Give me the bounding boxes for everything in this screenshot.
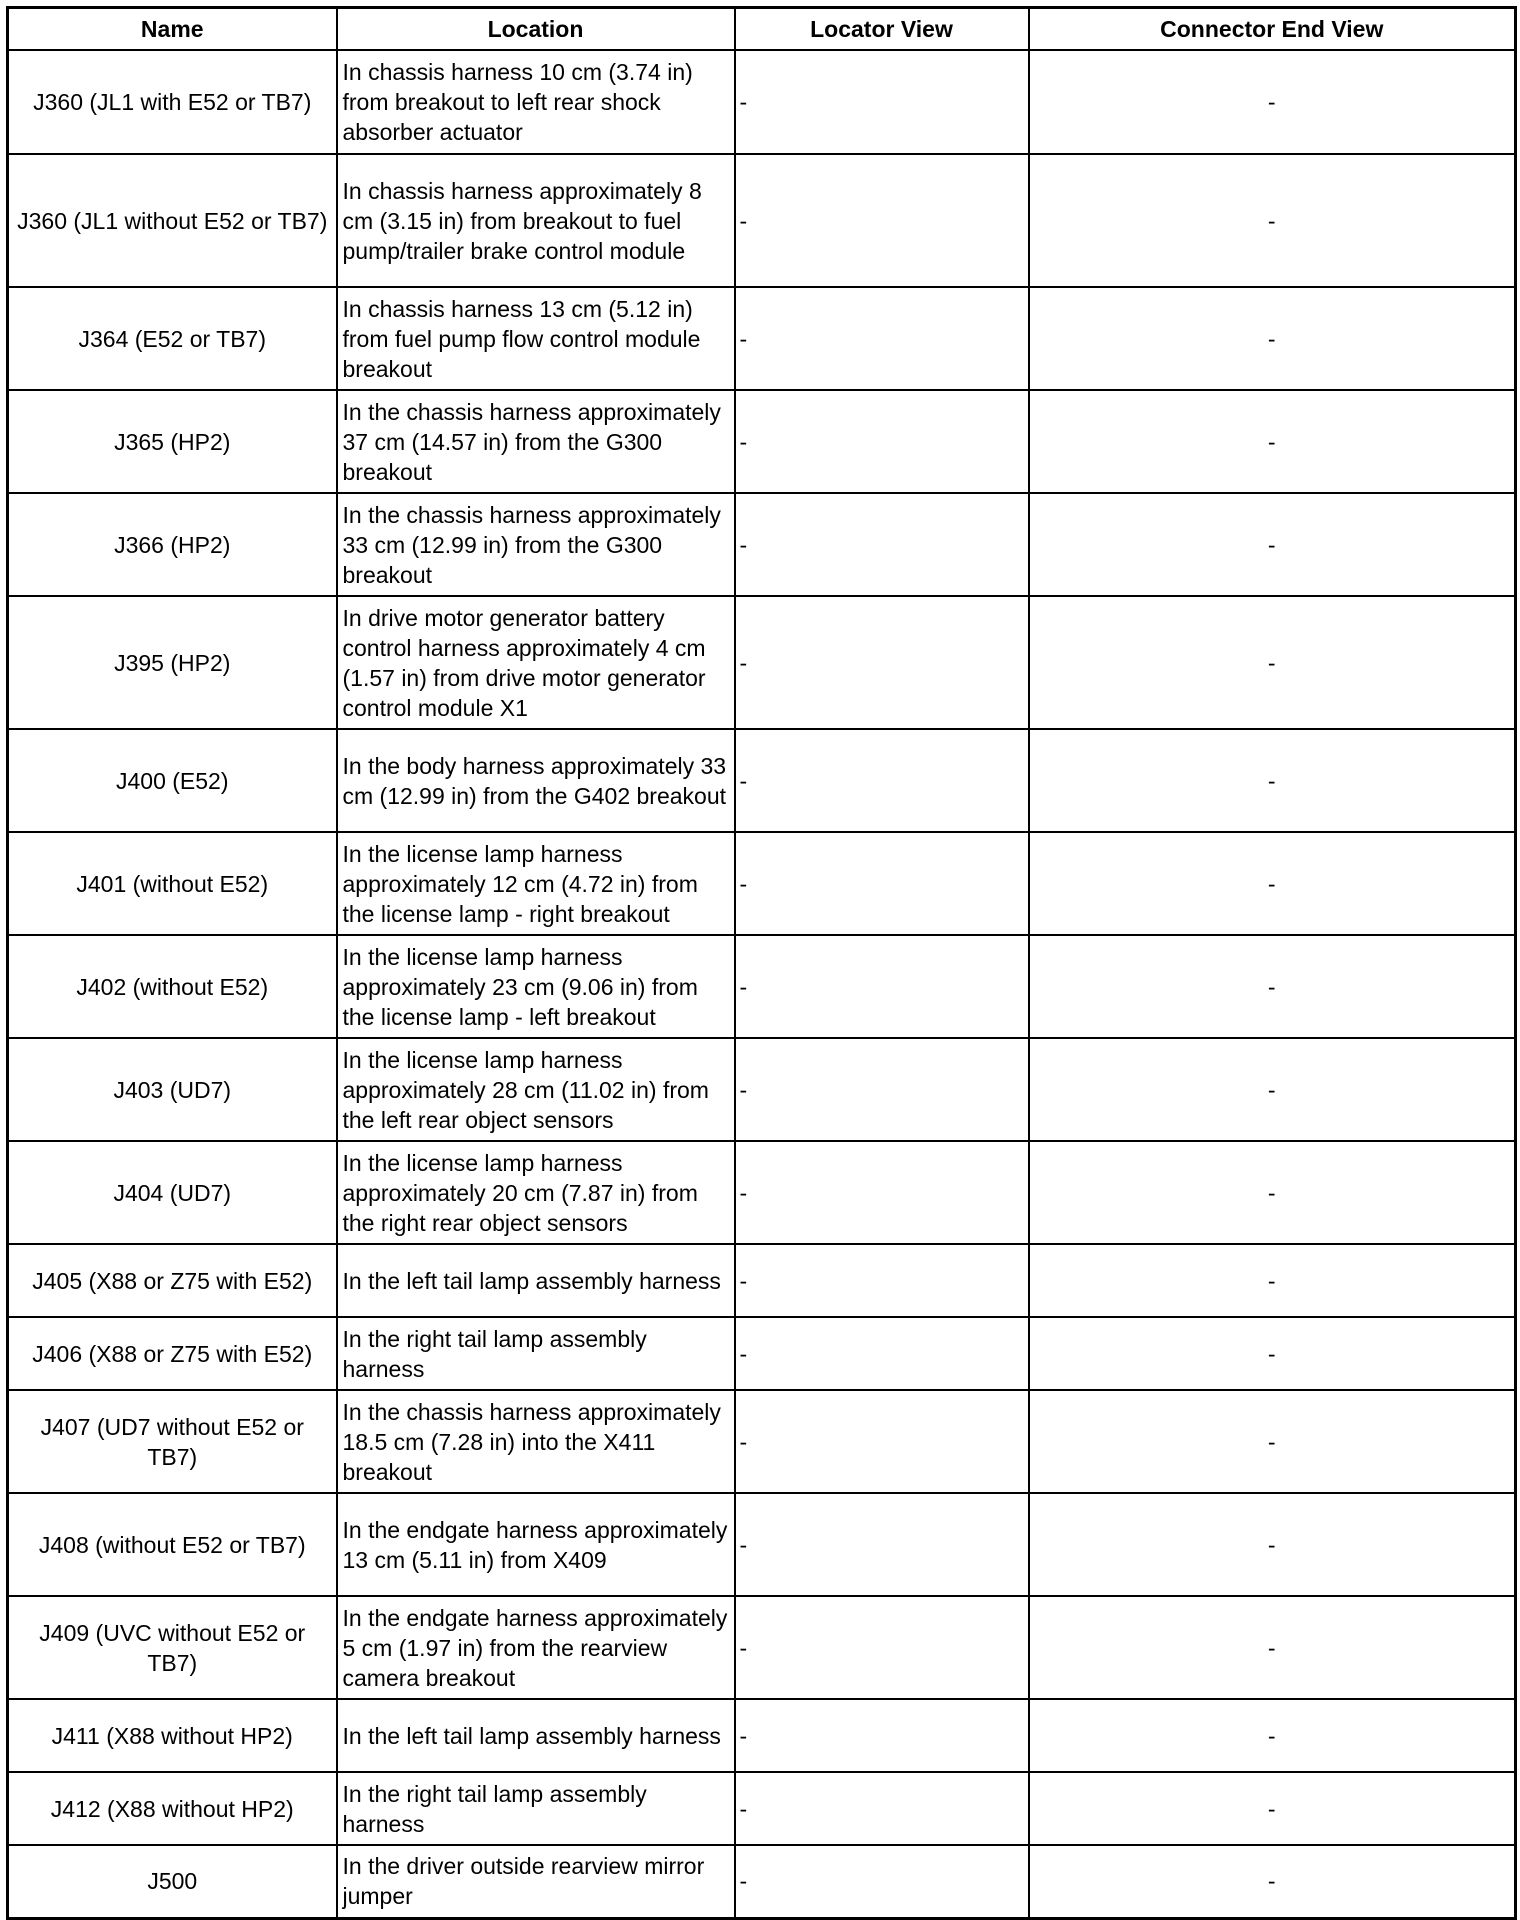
cell-connector-end-view: - [1029,390,1516,493]
table-row [8,154,1516,287]
table-row [8,1772,1516,1845]
cell-location: In the endgate harness approximately 13 cm (5.11 in) from X409 [337,1493,735,1596]
cell-name: J500 [8,1845,337,1918]
table-row [8,1493,1516,1596]
cell-locator-view: - [735,1244,1029,1317]
table-row [8,832,1516,935]
cell-locator-view: - [735,1038,1029,1141]
cell-locator-view: - [735,935,1029,1038]
cell-locator-view: - [735,1317,1029,1390]
connector-table-sheet [6,6,1514,1920]
table-row [8,1596,1516,1699]
cell-location: In the left tail lamp assembly harness [337,1699,735,1772]
table-row [8,1845,1516,1918]
cell-location: In the chassis harness approximately 18.5 cm (7.28 in) into the X411 breakout [337,1390,735,1493]
cell-connector-end-view: - [1029,935,1516,1038]
cell-name: J405 (X88 or Z75 with E52) [8,1244,337,1317]
cell-location: In the right tail lamp assembly harness [337,1772,735,1845]
table-row [8,596,1516,729]
cell-name: J395 (HP2) [8,596,337,729]
cell-location: In the chassis harness approximately 37 cm (14.57 in) from the G300 breakout [337,390,735,493]
cell-locator-view: - [735,287,1029,390]
cell-name: J364 (E52 or TB7) [8,287,337,390]
cell-connector-end-view: - [1029,1493,1516,1596]
cell-locator-view: - [735,1772,1029,1845]
cell-connector-end-view: - [1029,1845,1516,1918]
table-row [8,1317,1516,1390]
cell-locator-view: - [735,729,1029,832]
table-row [8,1038,1516,1141]
cell-location: In the license lamp harness approximately 20 cm (7.87 in) from the right rear object sensors [337,1141,735,1244]
cell-name: J406 (X88 or Z75 with E52) [8,1317,337,1390]
cell-connector-end-view: - [1029,154,1516,287]
cell-name: J404 (UD7) [8,1141,337,1244]
cell-name: J360 (JL1 with E52 or TB7) [8,50,337,154]
cell-name: J400 (E52) [8,729,337,832]
table-row [8,50,1516,154]
cell-locator-view: - [735,390,1029,493]
cell-locator-view: - [735,1493,1029,1596]
table-row [8,287,1516,390]
cell-connector-end-view: - [1029,50,1516,154]
table-row [8,935,1516,1038]
cell-connector-end-view: - [1029,1772,1516,1845]
cell-connector-end-view: - [1029,1141,1516,1244]
cell-location: In the license lamp harness approximately 12 cm (4.72 in) from the license lamp - right breakout [337,832,735,935]
header-locator-view: Locator View [735,8,1029,51]
header-connector-end-view: Connector End View [1029,8,1516,51]
cell-locator-view: - [735,596,1029,729]
cell-locator-view: - [735,832,1029,935]
cell-locator-view: - [735,154,1029,287]
cell-name: J408 (without E52 or TB7) [8,1493,337,1596]
cell-location: In chassis harness 13 cm (5.12 in) from fuel pump flow control module breakout [337,287,735,390]
cell-name: J412 (X88 without HP2) [8,1772,337,1845]
cell-connector-end-view: - [1029,1596,1516,1699]
cell-location: In the license lamp harness approximately 28 cm (11.02 in) from the left rear object sensors [337,1038,735,1141]
cell-connector-end-view: - [1029,1317,1516,1390]
cell-name: J360 (JL1 without E52 or TB7) [8,154,337,287]
cell-name: J402 (without E52) [8,935,337,1038]
cell-location: In the endgate harness approximately 5 cm (1.97 in) from the rearview camera breakout [337,1596,735,1699]
table-row [8,1390,1516,1493]
cell-location: In drive motor generator battery control harness approximately 4 cm (1.57 in) from drive motor generator control module X1 [337,596,735,729]
table-row [8,729,1516,832]
cell-location: In the chassis harness approximately 33 cm (12.99 in) from the G300 breakout [337,493,735,596]
cell-connector-end-view: - [1029,1699,1516,1772]
header-location: Location [337,8,735,51]
table-header-row [8,8,1516,51]
cell-location: In the right tail lamp assembly harness [337,1317,735,1390]
cell-connector-end-view: - [1029,729,1516,832]
cell-name: J366 (HP2) [8,493,337,596]
cell-locator-view: - [735,1390,1029,1493]
cell-locator-view: - [735,1699,1029,1772]
cell-connector-end-view: - [1029,1390,1516,1493]
cell-name: J403 (UD7) [8,1038,337,1141]
table-row [8,1141,1516,1244]
cell-locator-view: - [735,1596,1029,1699]
table-row [8,1699,1516,1772]
cell-locator-view: - [735,1141,1029,1244]
cell-connector-end-view: - [1029,832,1516,935]
cell-name: J401 (without E52) [8,832,337,935]
table-row [8,1244,1516,1317]
header-name: Name [8,8,337,51]
cell-location: In the body harness approximately 33 cm (12.99 in) from the G402 breakout [337,729,735,832]
cell-connector-end-view: - [1029,493,1516,596]
cell-location: In the license lamp harness approximately 23 cm (9.06 in) from the license lamp - left breakout [337,935,735,1038]
cell-connector-end-view: - [1029,287,1516,390]
cell-connector-end-view: - [1029,1038,1516,1141]
cell-locator-view: - [735,50,1029,154]
cell-connector-end-view: - [1029,596,1516,729]
connector-table [6,6,1517,1920]
cell-name: J409 (UVC without E52 or TB7) [8,1596,337,1699]
cell-location: In chassis harness 10 cm (3.74 in) from breakout to left rear shock absorber actuator [337,50,735,154]
cell-name: J407 (UD7 without E52 or TB7) [8,1390,337,1493]
cell-name: J365 (HP2) [8,390,337,493]
cell-locator-view: - [735,493,1029,596]
table-row [8,493,1516,596]
cell-location: In the left tail lamp assembly harness [337,1244,735,1317]
cell-location: In chassis harness approximately 8 cm (3.15 in) from breakout to fuel pump/trailer brake control module [337,154,735,287]
cell-locator-view: - [735,1845,1029,1918]
cell-connector-end-view: - [1029,1244,1516,1317]
table-row [8,390,1516,493]
cell-name: J411 (X88 without HP2) [8,1699,337,1772]
cell-location: In the driver outside rearview mirror jumper [337,1845,735,1918]
